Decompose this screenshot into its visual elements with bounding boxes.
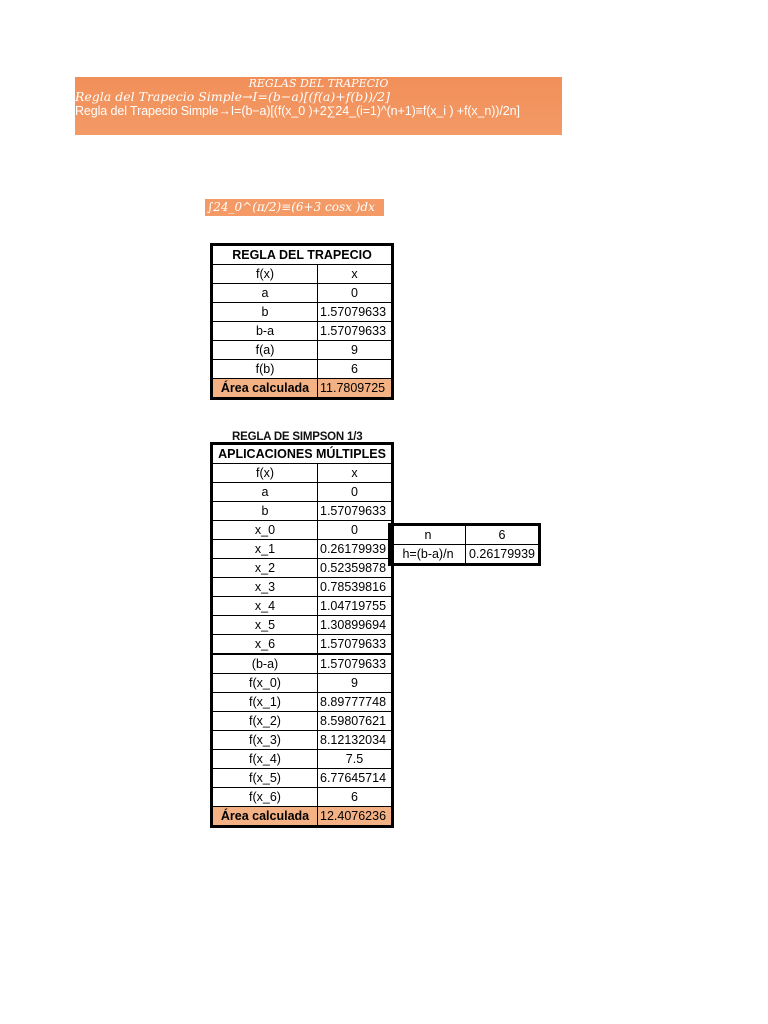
table-row: [213, 360, 392, 379]
simple-rule-formula: Regla del Trapecio Simple→I=(b−a)[(f(a)+f(b))/2]: [75, 89, 391, 104]
row-value: 1.57079633: [318, 303, 392, 322]
row-value: 6: [318, 360, 392, 379]
table-row: [213, 654, 392, 674]
row-value: 1.57079633: [318, 502, 392, 521]
h-label: h=(b-a)/n: [391, 545, 466, 564]
table-row: [213, 750, 392, 769]
row-value: 6.77645714: [318, 769, 392, 788]
row-value: 6: [318, 788, 392, 807]
row-label: f(x): [213, 464, 318, 483]
simpson-table: [212, 444, 392, 826]
row-value: x: [318, 265, 392, 284]
result-label: Área calculada: [213, 379, 318, 398]
table-row: [213, 693, 392, 712]
row-label: x_1: [213, 540, 318, 559]
result-value: 12.4076236: [318, 807, 392, 826]
h-value: 0.26179939: [466, 545, 539, 564]
row-label: f(x_4): [213, 750, 318, 769]
table-row: [213, 341, 392, 360]
row-value: 7.5: [318, 750, 392, 769]
table-row: [213, 788, 392, 807]
table-row: [213, 616, 392, 635]
table-row: [213, 464, 392, 483]
row-value: 1.04719755: [318, 597, 392, 616]
table-row: [213, 265, 392, 284]
result-value: 11.7809725: [318, 379, 392, 398]
row-value: 9: [318, 674, 392, 693]
row-label: x_2: [213, 559, 318, 578]
row-value: 1.57079633: [318, 322, 392, 341]
row-label: b-a: [213, 322, 318, 341]
table-row: [213, 284, 392, 303]
table-row: [213, 303, 392, 322]
table-row: [213, 597, 392, 616]
n-label: n: [391, 526, 466, 545]
row-label: x_3: [213, 578, 318, 597]
row-label: b: [213, 303, 318, 322]
row-label: x_5: [213, 616, 318, 635]
table-row: [213, 578, 392, 597]
trapezoid-table-header: REGLA DEL TRAPECIO: [213, 246, 392, 265]
row-value: x: [318, 464, 392, 483]
row-value: 0: [318, 521, 392, 540]
simpson-parameters-table: [390, 525, 539, 564]
result-row: [213, 379, 392, 398]
table-row: [213, 521, 392, 540]
row-value: 0.26179939: [318, 540, 392, 559]
simpson-table-header: APLICACIONES MÚLTIPLES: [213, 445, 392, 464]
row-label: f(x_5): [213, 769, 318, 788]
simpson-caption: REGLA DE SIMPSON 1/3: [232, 431, 363, 443]
table-row: [213, 674, 392, 693]
integral-expression: ∫24_0^(π/2)≡(6+3 cosx )dx: [205, 199, 384, 216]
row-value: 1.57079633: [318, 654, 392, 674]
table-row: [213, 712, 392, 731]
title-banner: [75, 77, 562, 135]
row-label: x_6: [213, 635, 318, 655]
table-row: [213, 483, 392, 502]
row-label: f(x): [213, 265, 318, 284]
row-label: f(x_3): [213, 731, 318, 750]
table-row: [213, 540, 392, 559]
row-value: 1.30899694: [318, 616, 392, 635]
row-label: f(x_6): [213, 788, 318, 807]
row-label: f(b): [213, 360, 318, 379]
row-label: f(x_1): [213, 693, 318, 712]
table-row: [391, 526, 539, 545]
row-value: 0: [318, 284, 392, 303]
row-value: 8.12132034: [318, 731, 392, 750]
trapezoid-table: [212, 245, 392, 398]
row-label: f(a): [213, 341, 318, 360]
composite-rule-formula: Regla del Trapecio Simple→I=(b−a)[(f(x_0 )+2∑24_(i=1)^(n+1)≡f(x_i ) +f(x_n))/2n]: [75, 104, 520, 118]
row-value: 8.59807621: [318, 712, 392, 731]
row-label: (b-a): [213, 654, 318, 674]
row-label: a: [213, 483, 318, 502]
row-label: x_4: [213, 597, 318, 616]
table-row: [213, 769, 392, 788]
row-value: 9: [318, 341, 392, 360]
result-row: [213, 807, 392, 826]
row-label: f(x_0): [213, 674, 318, 693]
row-value: 8.89777748: [318, 693, 392, 712]
table-row: [391, 545, 539, 564]
row-label: b: [213, 502, 318, 521]
row-label: x_0: [213, 521, 318, 540]
row-value: 0.78539816: [318, 578, 392, 597]
row-value: 0: [318, 483, 392, 502]
table-row: [213, 635, 392, 655]
result-label: Área calculada: [213, 807, 318, 826]
row-value: 0.52359878: [318, 559, 392, 578]
table-row: [213, 502, 392, 521]
row-label: a: [213, 284, 318, 303]
n-value: 6: [466, 526, 539, 545]
table-row: [213, 731, 392, 750]
row-label: f(x_2): [213, 712, 318, 731]
table-row: [213, 559, 392, 578]
table-row: [213, 322, 392, 341]
row-value: 1.57079633: [318, 635, 392, 655]
banner-title: REGLAS DEL TRAPECIO: [248, 77, 389, 90]
